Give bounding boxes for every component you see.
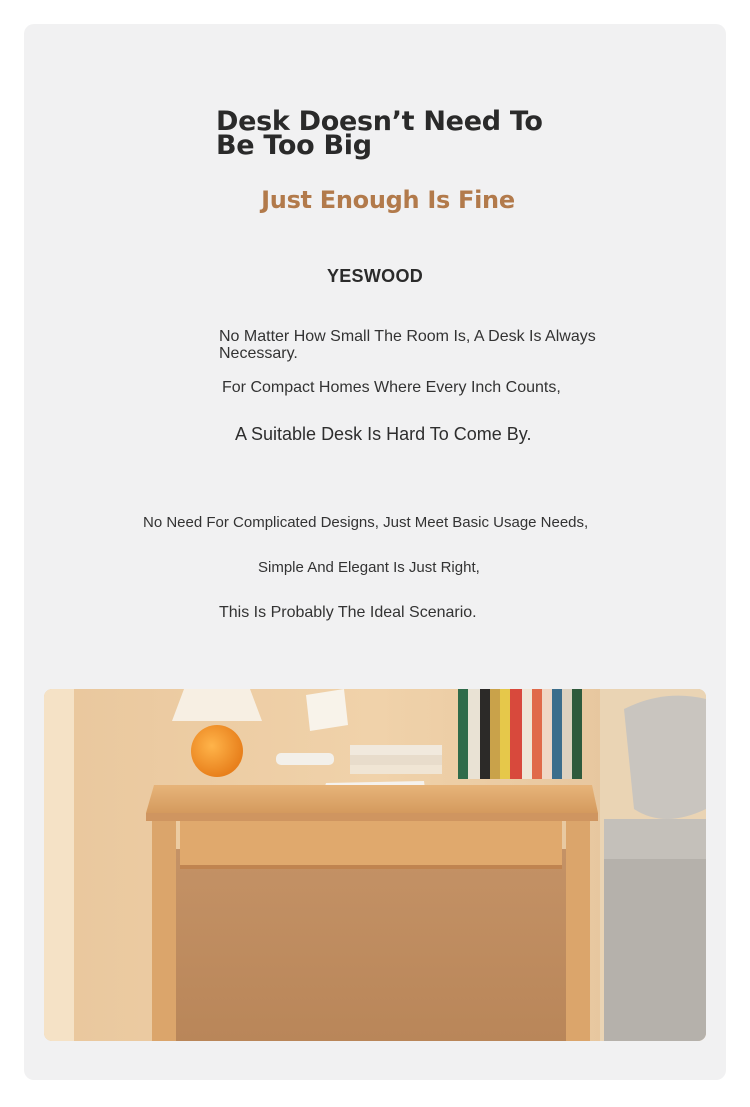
desk-leg-left	[152, 821, 176, 1041]
paragraph-2: For Compact Homes Where Every Inch Counts,	[222, 379, 561, 396]
lamp-shade	[172, 689, 262, 721]
book-stack	[350, 745, 442, 755]
paragraph-1: No Matter How Small The Room Is, A Desk Is Always Necessary.	[219, 328, 596, 362]
headline: Desk Doesn’t Need To Be Too Big	[216, 106, 543, 161]
brand-logo: YESWOOD	[326, 266, 424, 286]
note-card	[306, 689, 348, 731]
bookshelf-books	[458, 689, 582, 779]
lamp-base	[191, 725, 243, 777]
subheadline: Just Enough Is Fine	[261, 186, 515, 214]
paragraph-4: No Need For Complicated Designs, Just Meet Basic Usage Needs,	[143, 514, 589, 531]
stapler	[276, 753, 334, 765]
desk-scene-illustration	[44, 689, 706, 1041]
desk-drawer	[180, 821, 562, 867]
curtain	[44, 689, 74, 1041]
desk-leg-right	[566, 821, 590, 1041]
paragraph-5: Simple And Elegant Is Just Right,	[258, 559, 480, 576]
paragraph-6: This Is Probably The Ideal Scenario.	[219, 604, 477, 621]
paragraph-3: A Suitable Desk Is Hard To Come By.	[235, 424, 532, 444]
desk-top	[146, 785, 598, 813]
cushion	[624, 696, 706, 819]
product-photo	[44, 689, 706, 1041]
